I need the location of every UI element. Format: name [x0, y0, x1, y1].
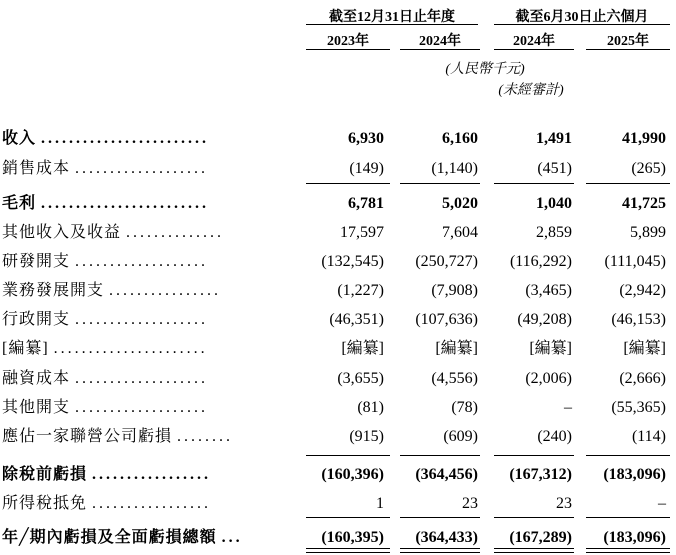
leader-dots: ........................ — [41, 195, 210, 212]
value-cell: (3,655) — [337, 370, 384, 387]
leader-dots: ................... — [75, 160, 209, 177]
value-cell: (451) — [537, 160, 572, 177]
double-rule-top-1 — [306, 548, 390, 549]
table-row — [0, 125, 676, 153]
row-label — [2, 524, 302, 552]
total-rule-4 — [586, 517, 670, 518]
value-cell: 6,160 — [442, 130, 478, 147]
value-cell: 17,597 — [340, 224, 384, 241]
value-cell: (250,727) — [415, 253, 478, 270]
value-cell: (265) — [631, 160, 666, 177]
leader-dots: ........................ — [41, 130, 210, 147]
value-cell: (160,395) — [321, 529, 384, 546]
double-rule-bottom-1 — [306, 552, 390, 553]
value-cell: (116,292) — [509, 253, 572, 270]
row-label-text: [編纂] — [2, 340, 49, 357]
row-label-text: 所得稅抵免 — [2, 495, 88, 512]
double-rule-top-4 — [586, 548, 670, 549]
header-group-six-months-rule — [494, 24, 670, 25]
double-rule-bottom-2 — [400, 552, 480, 553]
double-rule-top-3 — [494, 548, 574, 549]
row-label — [2, 335, 302, 363]
row-label-text: 融資成本 — [2, 370, 71, 387]
table-row — [0, 394, 676, 422]
value-cell: 41,990 — [622, 130, 666, 147]
leader-dots: ................. — [92, 495, 212, 512]
value-cell: (46,351) — [329, 311, 384, 328]
value-cell: (132,545) — [321, 253, 384, 270]
value-cell: (4,556) — [431, 370, 478, 387]
row-label-text: 研發開支 — [2, 253, 71, 270]
year-header-2: 2024年 — [419, 34, 461, 49]
unit-label: (人民幣千元) — [445, 62, 525, 77]
table-row — [0, 219, 676, 247]
row-label-text: 除稅前虧損 — [2, 466, 88, 483]
unaudited-label: (未經審計) — [498, 83, 564, 98]
row-label-text: 應佔一家聯營公司虧損 — [2, 428, 173, 445]
row-label — [2, 277, 302, 305]
header-group-year: 截至12月31日止年度 — [329, 10, 455, 25]
value-cell: (7,908) — [431, 282, 478, 299]
value-cell: (149) — [349, 160, 384, 177]
value-cell: (2,006) — [525, 370, 572, 387]
pretax-rule-4 — [586, 455, 670, 456]
row-label — [2, 490, 302, 518]
double-rule-bottom-3 — [494, 552, 574, 553]
year-header-rule-4 — [586, 49, 670, 50]
row-label-text: 業務發展開支 — [2, 282, 105, 299]
value-cell: 2,859 — [536, 224, 572, 241]
value-cell: 1,491 — [536, 130, 572, 147]
table-row — [0, 461, 676, 489]
table-row — [0, 490, 676, 518]
leader-dots: ................... — [75, 253, 209, 270]
header-group-six-months: 截至6月30日止六個月 — [515, 10, 649, 25]
value-cell: (609) — [443, 428, 478, 445]
table-row — [0, 306, 676, 334]
year-header-rule-3 — [494, 49, 574, 50]
leader-dots: .............. — [126, 224, 225, 241]
header-group-year-rule — [306, 24, 478, 25]
value-cell: (1,140) — [431, 160, 478, 177]
value-cell: (183,096) — [603, 466, 666, 483]
row-label — [2, 461, 302, 489]
row-label — [2, 365, 302, 393]
value-cell: 5,020 — [442, 195, 478, 212]
row-label — [2, 125, 302, 153]
year-header-rule-2 — [400, 49, 480, 50]
row-label-text: 其他開支 — [2, 399, 71, 416]
value-cell: (167,312) — [509, 466, 572, 483]
value-cell: – — [658, 495, 666, 512]
subtotal-rule-1 — [306, 183, 390, 184]
value-cell: (183,096) — [603, 529, 666, 546]
value-cell: (78) — [451, 399, 478, 416]
value-cell: [編纂] — [623, 340, 666, 357]
table-row — [0, 155, 676, 183]
value-cell: [編纂] — [529, 340, 572, 357]
table-row — [0, 248, 676, 276]
value-cell: (167,289) — [509, 529, 572, 546]
value-cell: (1,227) — [337, 282, 384, 299]
double-rule-bottom-4 — [586, 552, 670, 553]
leader-dots: ...................... — [53, 340, 208, 357]
value-cell: (160,396) — [321, 466, 384, 483]
value-cell: 5,899 — [630, 224, 666, 241]
value-cell: (364,433) — [415, 529, 478, 546]
year-header-rule-1 — [306, 49, 390, 50]
value-cell: 6,930 — [348, 130, 384, 147]
table-row — [0, 423, 676, 451]
year-header-4: 2025年 — [607, 34, 649, 49]
leader-dots: ................... — [75, 311, 209, 328]
value-cell: 23 — [556, 495, 572, 512]
year-header-1: 2023年 — [327, 34, 369, 49]
row-label — [2, 219, 302, 247]
row-label-text: 銷售成本 — [2, 160, 71, 177]
value-cell: 1 — [376, 495, 384, 512]
row-label — [2, 248, 302, 276]
value-cell: 6,781 — [348, 195, 384, 212]
subtotal-rule-3 — [494, 183, 574, 184]
value-cell: 41,725 — [622, 195, 666, 212]
value-cell: 7,604 — [442, 224, 478, 241]
row-label-text: 收入 — [2, 130, 37, 147]
row-label — [2, 306, 302, 334]
value-cell: (3,465) — [525, 282, 572, 299]
row-label — [2, 394, 302, 422]
value-cell: (81) — [357, 399, 384, 416]
pretax-rule-1 — [306, 455, 390, 456]
row-label-text: 行政開支 — [2, 311, 71, 328]
value-cell: (107,636) — [415, 311, 478, 328]
total-rule-2 — [400, 517, 480, 518]
year-header-3: 2024年 — [513, 34, 555, 49]
value-cell: (46,153) — [611, 311, 666, 328]
row-label — [2, 423, 302, 451]
table-row — [0, 277, 676, 305]
value-cell: (55,365) — [611, 399, 666, 416]
leader-dots: ................. — [92, 466, 212, 483]
row-label-text: 年╱期內虧損及全面虧損總額 — [2, 529, 217, 546]
value-cell: 23 — [462, 495, 478, 512]
value-cell: (240) — [537, 428, 572, 445]
leader-dots: ................... — [75, 370, 209, 387]
double-rule-top-2 — [400, 548, 480, 549]
total-rule-3 — [494, 517, 574, 518]
table-row — [0, 190, 676, 218]
value-cell: – — [564, 399, 572, 416]
value-cell: (111,045) — [604, 253, 666, 270]
subtotal-rule-4 — [586, 183, 670, 184]
pretax-rule-2 — [400, 455, 480, 456]
table-row — [0, 365, 676, 393]
value-cell: [編纂] — [435, 340, 478, 357]
value-cell: (2,666) — [619, 370, 666, 387]
value-cell: [編纂] — [341, 340, 384, 357]
value-cell: (2,942) — [619, 282, 666, 299]
value-cell: (364,456) — [415, 466, 478, 483]
subtotal-rule-2 — [400, 183, 480, 184]
value-cell: 1,040 — [536, 195, 572, 212]
leader-dots: ................ — [109, 282, 222, 299]
leader-dots: ........ — [177, 428, 234, 445]
leader-dots: ................... — [75, 399, 209, 416]
value-cell: (114) — [631, 428, 666, 445]
value-cell: (915) — [349, 428, 384, 445]
row-label-text: 其他收入及收益 — [2, 224, 122, 241]
pretax-rule-3 — [494, 455, 574, 456]
leader-dots: ... — [221, 529, 243, 546]
total-rule-1 — [306, 517, 390, 518]
value-cell: (49,208) — [517, 311, 572, 328]
table-row — [0, 335, 676, 363]
row-label — [2, 190, 302, 218]
row-label-text: 毛利 — [2, 195, 37, 212]
row-label — [2, 155, 302, 183]
